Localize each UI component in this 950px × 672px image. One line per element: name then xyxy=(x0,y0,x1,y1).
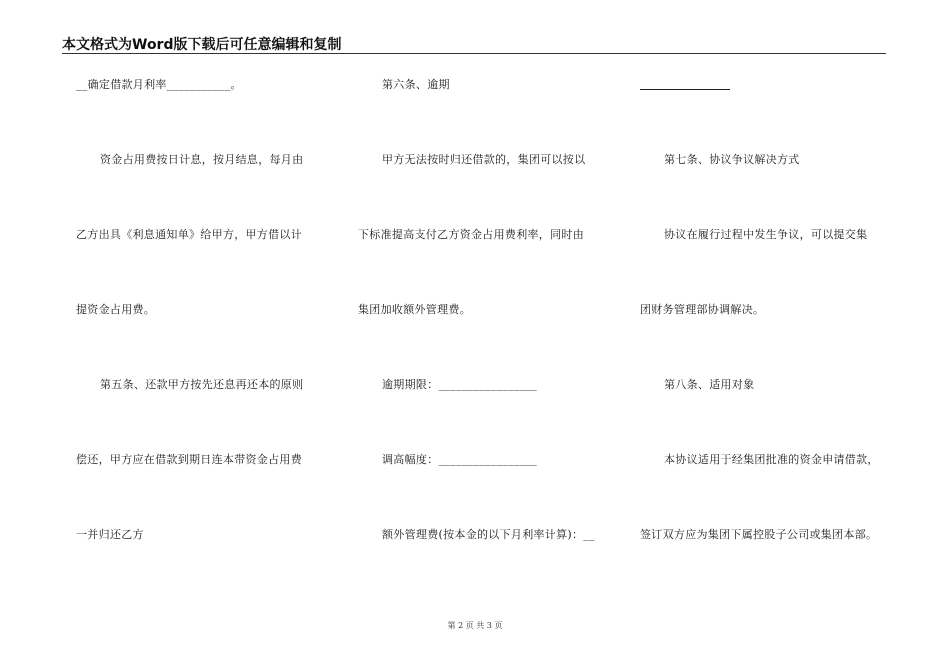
paragraph-line: 甲方无法按时归还借款的，集团可以按以 xyxy=(382,153,586,166)
article-5-heading: 第五条、还款甲方按先还息再还本的原则 xyxy=(100,378,304,391)
rate-increase-field: 调高幅度：_________________ xyxy=(382,453,538,466)
paragraph-line: 协议在履行过程中发生争议，可以提交集 xyxy=(664,228,868,241)
paragraph-line: 一并归还乙方 xyxy=(76,528,144,541)
column-middle xyxy=(358,76,620,596)
article-6-heading: 第六条、逾期 xyxy=(382,78,450,91)
header-divider xyxy=(62,53,886,54)
column-left xyxy=(76,76,326,596)
document-header-title: 本文格式为Word版下载后可任意编辑和复制 xyxy=(62,37,342,53)
blank-fill-line xyxy=(640,89,730,90)
paragraph-line: 下标准提高支付乙方资金占用费利率，同时由 xyxy=(358,228,584,241)
paragraph-line: 乙方出具《利息通知单》给甲方，甲方借以计 xyxy=(76,228,302,241)
paragraph-line: __确定借款月利率___________。 xyxy=(76,78,242,91)
paragraph-line: 本协议适用于经集团批准的资金申请借款， xyxy=(664,453,879,466)
column-right xyxy=(640,76,890,596)
article-7-heading: 第七条、协议争议解决方式 xyxy=(664,153,800,166)
paragraph-line: 提资金占用费。 xyxy=(76,303,156,316)
paragraph-line: 团财务管理部协调解决。 xyxy=(640,303,765,316)
paragraph-line: 偿还，甲方应在借款到期日连本带资金占用费 xyxy=(76,453,302,466)
overdue-period-field: 逾期期限：_________________ xyxy=(382,378,538,391)
article-8-heading: 第八条、适用对象 xyxy=(664,378,755,391)
paragraph-line: 资金占用费按日计息，按月结息，每月由 xyxy=(100,153,304,166)
paragraph-line: 集团加收额外管理费。 xyxy=(358,303,471,316)
extra-fee-field: 额外管理费(按本金的以下月利率计算)：__ xyxy=(382,528,595,541)
page-number-footer: 第 2 页 共 3 页 xyxy=(447,621,503,630)
paragraph-line: 签订双方应为集团下属控股子公司或集团本部。 xyxy=(640,528,878,541)
